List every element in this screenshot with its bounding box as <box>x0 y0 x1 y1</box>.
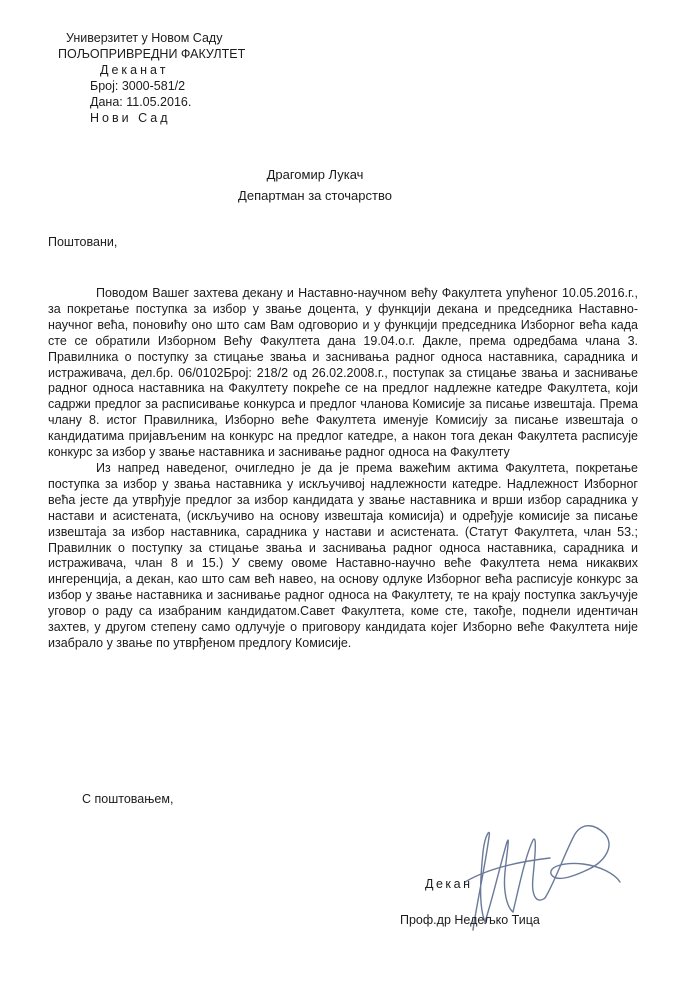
recipient-department: Департман за сточарство <box>238 188 392 203</box>
faculty-name: ПОЉОПРИВРЕДНИ ФАКУЛТЕТ <box>58 47 246 61</box>
letter-body <box>48 286 638 652</box>
city-name: Нови Сад <box>90 111 171 125</box>
body-paragraph-1: Поводом Вашег захтева декану и Наставно-научном већу Факултета упућеног 10.05.2016.г., за покретање поступка за избор у звање доцента, у функцији декана и председника Наставно-научног већа, поновићу оно што сам Вам одговорио и у функцији председника Изборног већа када сте се обратили Изборном Већу Факултета дана 19.04.о.г. Дакле, према одредбама члана 3. Правилника о поступку за стицање звања и заснивања радног односа наставника, сарадника и истраживача, дел.бр. 06/0102Број: 218/2 од 26.02.2008.г., поступак за стицање звања и заснивање радног односа наставника на Факултету покреће се на предлог надлежне катедре Факултета, који садржи предлог за расписивање конкурса и предлог чланова Комисије за писање извештаја. Према члану 8. истог Правилника, Изборно веће Факултета именује Комисију за писање извештаја о кандидатима пријављеним на конкурс на предлог катедре, а након тога декан Факултета расписује конкурс за избор у звање наставника и заснивање радног односа на Факултету <box>48 286 638 460</box>
salutation: Поштовани, <box>48 235 118 249</box>
document-date: Дана: 11.05.2016. <box>90 95 192 109</box>
recipient-name: Драгомир Лукач <box>266 167 364 182</box>
letterhead <box>48 30 245 126</box>
office-name: Деканат <box>100 63 169 77</box>
body-paragraph-2: Из напред наведеног, очигледно је да је према важећим актима Факултета, покретање поступка за избор у звања наставника у искључивој надлежности катедре. Надлежност Изборног већа јесте да утврђује предлог за избор кандидата у звање наставника и врши избор сарадника у настави и асистената, (искључиво на основу извештаја комисија) и одређује комисије за писање извештаја за избор наставника, сарадника у настави и асистената. (Статут Факултета, члан 53.; Правилник о поступку за стицање звања и заснивања радног односа наставника, сарадника и истраживача, члан 8 и 15.) У свему овоме Наставно-научно веће Факултета нема никаквих ингеренција, а декан, као што сам већ навео, на основу одлуке Изборног већа расписује конкурс за избор у звање наставника и заснивање радног односа на Факултету, те на крају поступка закључује уговор о раду са изабраним кандидатом.Савет Факултета, коме сте, такође, поднели идентичан захтев, у другом степену само одлучује о приговору кандидата којег Изборно веће Факултета није изабрало у звање по утврђеном предлогу Комисије. <box>48 460 638 650</box>
signatory-title: Декан <box>425 877 473 891</box>
document-number: Број: 3000-581/2 <box>90 79 186 93</box>
signatory-name: Проф.др Недељко Тица <box>400 913 540 927</box>
university-name: Универзитет у Новом Саду <box>66 31 223 45</box>
closing-phrase: С поштовањем, <box>82 792 174 806</box>
